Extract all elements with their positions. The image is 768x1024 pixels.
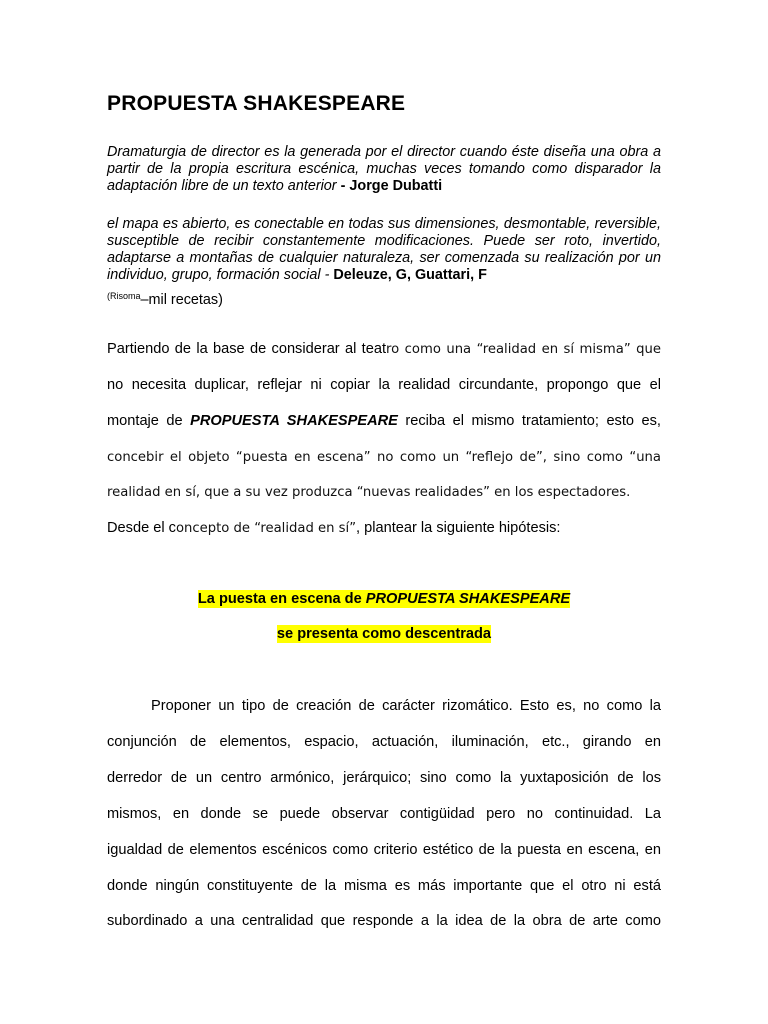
paragraph-line: Partiendo de la base de considerar al teatro como una “realidad en sí misma” que <box>107 341 661 357</box>
paragraph-line: igualdad de elementos escénicos como criterio estético de la puesta en escena, en <box>107 842 661 858</box>
quote-author: - Jorge Dubatti <box>340 178 443 194</box>
paragraph-line: concebir el objeto “puesta en escena” no como un “reflejo de”, sino como “una <box>107 450 661 465</box>
play-title-inline: PROPUESTA SHAKESPEARE <box>190 413 398 429</box>
hypothesis-line-2 <box>107 626 661 642</box>
quote-text: Dramaturgia de director es la generada por el director cuando éste diseña una obra a partir de la propia escritura escénica, muchas veces tomando como disparador la adaptación libre de un texto anterior <box>107 144 661 194</box>
paragraph-line: conjunción de elementos, espacio, actuación, iluminación, etc., girando en <box>107 734 661 750</box>
highlight: La puesta en escena de PROPUESTA SHAKESPEARE <box>197 591 571 607</box>
paragraph-line: Desde el concepto de “realidad en sí”, plantear la siguiente hipótesis: <box>107 520 561 536</box>
paragraph-line: montaje de PROPUESTA SHAKESPEARE reciba el mismo tratamiento; esto es, <box>107 413 661 429</box>
document-title: PROPUESTA SHAKESPEARE <box>107 92 406 115</box>
quote-author: Deleuze, G, Guattari, F <box>333 267 487 283</box>
quote-source <box>107 288 223 309</box>
paragraph-line: derredor de un centro armónico, jerárquico; sino como la yuxtaposición de los <box>107 770 661 786</box>
quote-text: el mapa es abierto, es conectable en todas sus dimensiones, desmontable, reversible, susceptible de recibir constantemente modificaciones. Puede ser roto, invertido, adaptarse a montañas de cualquier naturaleza, ser comenzada su realización por un individuo, grupo, formación social - <box>107 216 661 283</box>
highlight: se presenta como descentrada <box>276 626 492 642</box>
paragraph-line: Proponer un tipo de creación de carácter rizomático. Esto es, no como la <box>151 698 661 714</box>
epigraph-quote-dubatti <box>107 144 661 195</box>
epigraph-quote-deleuze <box>107 216 661 284</box>
hypothesis-line-1 <box>107 591 661 607</box>
source-rest: –mil recetas) <box>140 292 223 308</box>
paragraph-line: donde ningún constituyente de la misma es más importante que el otro ni está <box>107 878 661 894</box>
paragraph-line: mismos, en donde se puede observar contigüidad pero no continuidad. La <box>107 806 661 822</box>
source-sup: (Risoma <box>107 291 141 301</box>
paragraph-line: no necesita duplicar, reflejar ni copiar la realidad circundante, propongo que el <box>107 377 661 393</box>
paragraph-line: subordinado a una centralidad que responde a la idea de la obra de arte como <box>107 913 661 929</box>
paragraph-line: realidad en sí, que a su vez produzca “nuevas realidades” en los espectadores. <box>107 485 631 500</box>
